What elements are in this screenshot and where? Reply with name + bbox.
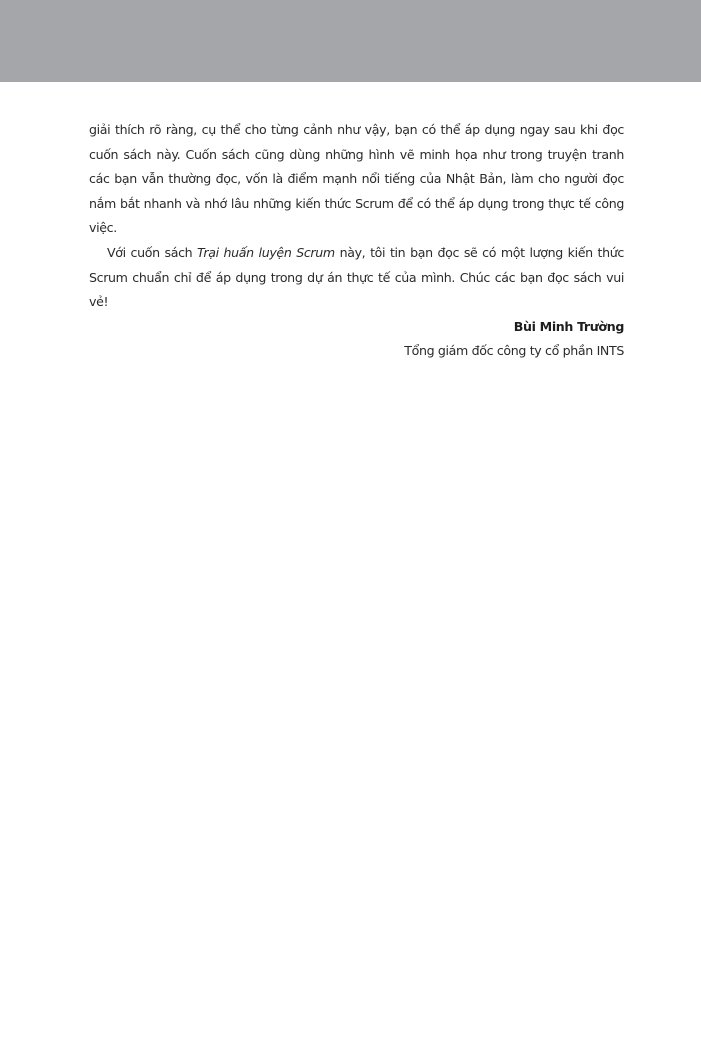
paragraph-text: Với cuốn sách <box>107 244 198 260</box>
page-body <box>89 118 624 364</box>
signature-position: Tổng giám đốc công ty cổ phần INTS <box>404 343 624 359</box>
paragraph-text: này, tôi tin bạn đọc sẽ có một lượng kiến thức Scrum chuẩn chỉ để áp dụng trong dự án thực tế của mình. Chúc các bạn đọc sách vui vẻ! <box>89 244 624 310</box>
signature-name: Bùi Minh Trường <box>513 318 624 334</box>
page-header-band <box>0 0 701 82</box>
closing-paragraph <box>89 241 624 315</box>
body-paragraph: giải thích rõ ràng, cụ thể cho từng cảnh như vậy, bạn có thể áp dụng ngay sau khi đọc cuốn sách này. Cuốn sách cũng dùng những hình vẽ minh họa như trong truyện tranh các bạn vẫn thường đọc, vốn là điểm mạnh nổi tiếng của Nhật Bản, làm cho người đọc nắm bắt nhanh và nhớ lâu những kiến thức Scrum để có thể áp dụng trong thực tế công việc. <box>89 122 624 236</box>
book-title: Trại huấn luyện Scrum <box>197 244 335 260</box>
